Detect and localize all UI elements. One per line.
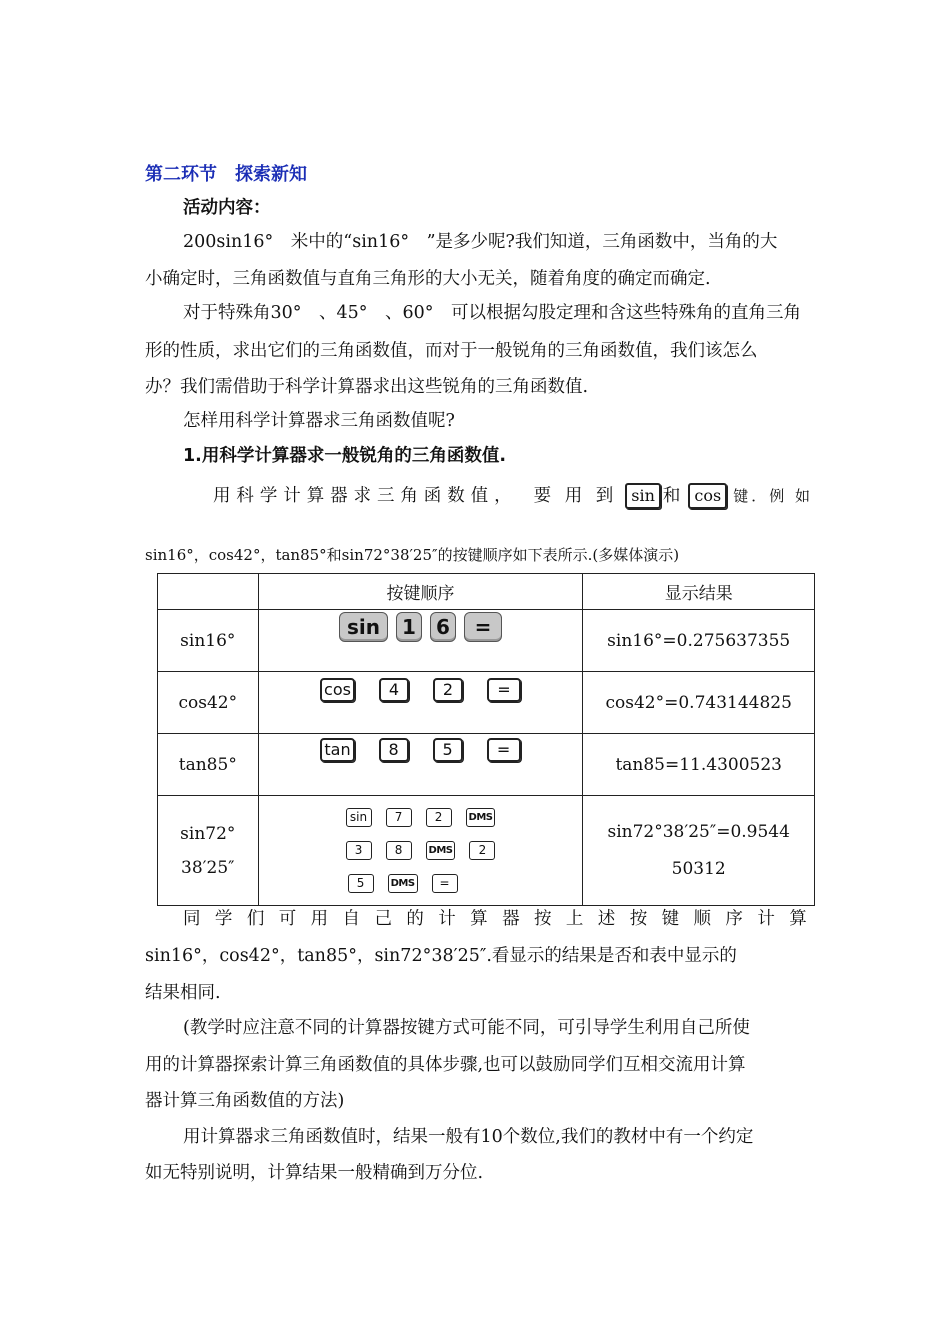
intro-line-1 <box>213 483 813 509</box>
intro-end: 键．例 如 <box>733 487 813 505</box>
digit-7-key-icon: 7 <box>386 808 412 827</box>
angle-cell <box>158 796 259 906</box>
sin-key-icon: sin <box>625 483 661 509</box>
angle-cell: tan85° <box>158 734 259 796</box>
digit-6-key-icon: 6 <box>430 612 456 642</box>
paragraph-4-line-2: 用的计算器探索计算三角函数值的具体步骤,也可以鼓励同学们互相交流用计算 <box>145 1055 746 1075</box>
paragraph-4-line-1: (教学时应注意不同的计算器按键方式可能不同，可引导学生利用自己所使 <box>183 1018 750 1038</box>
digit-5-key-icon: 5 <box>433 738 463 762</box>
digit-2-key-icon: 2 <box>426 808 452 827</box>
digit-2-key-icon: 2 <box>469 841 495 860</box>
intro-and: 和 <box>662 486 681 506</box>
activity-label: 活动内容： <box>183 198 271 218</box>
digit-2-key-icon: 2 <box>433 678 463 702</box>
digit-8-key-icon: 8 <box>379 738 409 762</box>
section-heading: 第二环节 探索新知 <box>145 164 307 185</box>
paragraph-2-line-1: 对于特殊角30° 、45° 、60° 可以根据勾股定理和含这些特殊角的直角三角 <box>183 303 802 323</box>
digit-5-key-icon: 5 <box>348 874 374 893</box>
angle-line-2: 38′25″ <box>181 857 235 878</box>
table-row <box>158 610 815 672</box>
result-line-2: 50312 <box>671 858 726 879</box>
table-row <box>158 796 815 906</box>
dms-key-icon: DMS <box>426 841 456 860</box>
key-order-cell <box>258 672 583 734</box>
key-row-1 <box>259 801 583 834</box>
result-cell: sin16°=0.275637355 <box>583 610 815 672</box>
equals-key-icon: = <box>487 738 521 762</box>
cos-key-icon: cos <box>320 678 355 702</box>
paragraph-4-line-3: 器计算三角函数值的方法) <box>145 1091 345 1111</box>
key-order-cell <box>258 796 583 906</box>
table-row <box>158 734 815 796</box>
intro-spread-text: 用 科 学 计 算 器 求 三 角 函 数 值 ， <box>213 486 512 506</box>
key-sequence-table <box>157 573 815 906</box>
key-row-2 <box>259 834 583 867</box>
table-row <box>158 672 815 734</box>
paragraph-5-line-1: 用计算器求三角函数值时，结果一般有10个数位,我们的教材中有一个约定 <box>183 1127 754 1147</box>
equals-key-icon: = <box>432 874 458 893</box>
paragraph-3-line-3: 结果相同. <box>145 983 221 1003</box>
header-key-order: 按键顺序 <box>258 574 583 610</box>
table-header-row <box>158 574 815 610</box>
sin-key-icon: sin <box>346 808 372 827</box>
tan-key-icon: tan <box>320 738 354 762</box>
paragraph-5-line-2: 如无特别说明，计算结果一般精确到万分位. <box>145 1163 484 1183</box>
paragraph-3-line-2: sin16°，cos42°，tan85°，sin72°38′25″.看显示的结果是否和表中显示的 <box>145 946 737 966</box>
result-line-1: sin72°38′25″=0.9544 <box>607 821 790 842</box>
key-order-cell <box>258 734 583 796</box>
angle-cell: cos42° <box>158 672 259 734</box>
digit-1-key-icon: 1 <box>396 612 422 642</box>
result-cell: cos42°=0.743144825 <box>583 672 815 734</box>
equals-key-icon: = <box>487 678 521 702</box>
key-order-cell <box>258 610 583 672</box>
step-1-title: 1.用科学计算器求一般锐角的三角函数值. <box>183 446 506 466</box>
header-blank-cell <box>158 574 259 610</box>
intro-mid: 要 用 到 <box>533 486 618 506</box>
equals-key-icon: = <box>464 612 502 642</box>
digit-4-key-icon: 4 <box>379 678 409 702</box>
intro-line-2: sin16°，cos42°，tan85°和sin72°38′25″的按键顺序如下表所示.(多媒体演示) <box>145 546 680 564</box>
digit-3-key-icon: 3 <box>346 841 372 860</box>
paragraph-1-line-1: 200sin16° 米中的“sin16° ”是多少呢?我们知道，三角函数中，当角的大 <box>183 232 778 252</box>
digit-8-key-icon: 8 <box>386 841 412 860</box>
result-cell <box>583 796 815 906</box>
result-cell: tan85=11.4300523 <box>583 734 815 796</box>
paragraph-2-line-3: 办？我们需借助于科学计算器求出这些锐角的三角函数值. <box>145 377 589 397</box>
question-line: 怎样用科学计算器求三角函数值呢? <box>183 411 455 431</box>
angle-line-1: sin72° <box>180 823 236 844</box>
cos-key-icon: cos <box>688 483 727 509</box>
angle-cell: sin16° <box>158 610 259 672</box>
paragraph-2-line-2: 形的性质，求出它们的三角函数值，而对于一般锐角的三角函数值，我们该怎么 <box>145 341 758 361</box>
paragraph-1-line-2: 小确定时，三角函数值与直角三角形的大小无关，随着角度的确定而确定. <box>145 269 711 289</box>
dms-key-icon: DMS <box>388 874 418 893</box>
dms-key-icon: DMS <box>466 808 496 827</box>
key-row-3 <box>259 867 583 900</box>
sin-key-icon: sin <box>339 612 388 642</box>
header-display-result: 显示结果 <box>583 574 815 610</box>
paragraph-3-line-1: 同 学 们 可 用 自 己 的 计 算 器 按 上 述 按 键 顺 序 计 算 <box>183 909 807 929</box>
